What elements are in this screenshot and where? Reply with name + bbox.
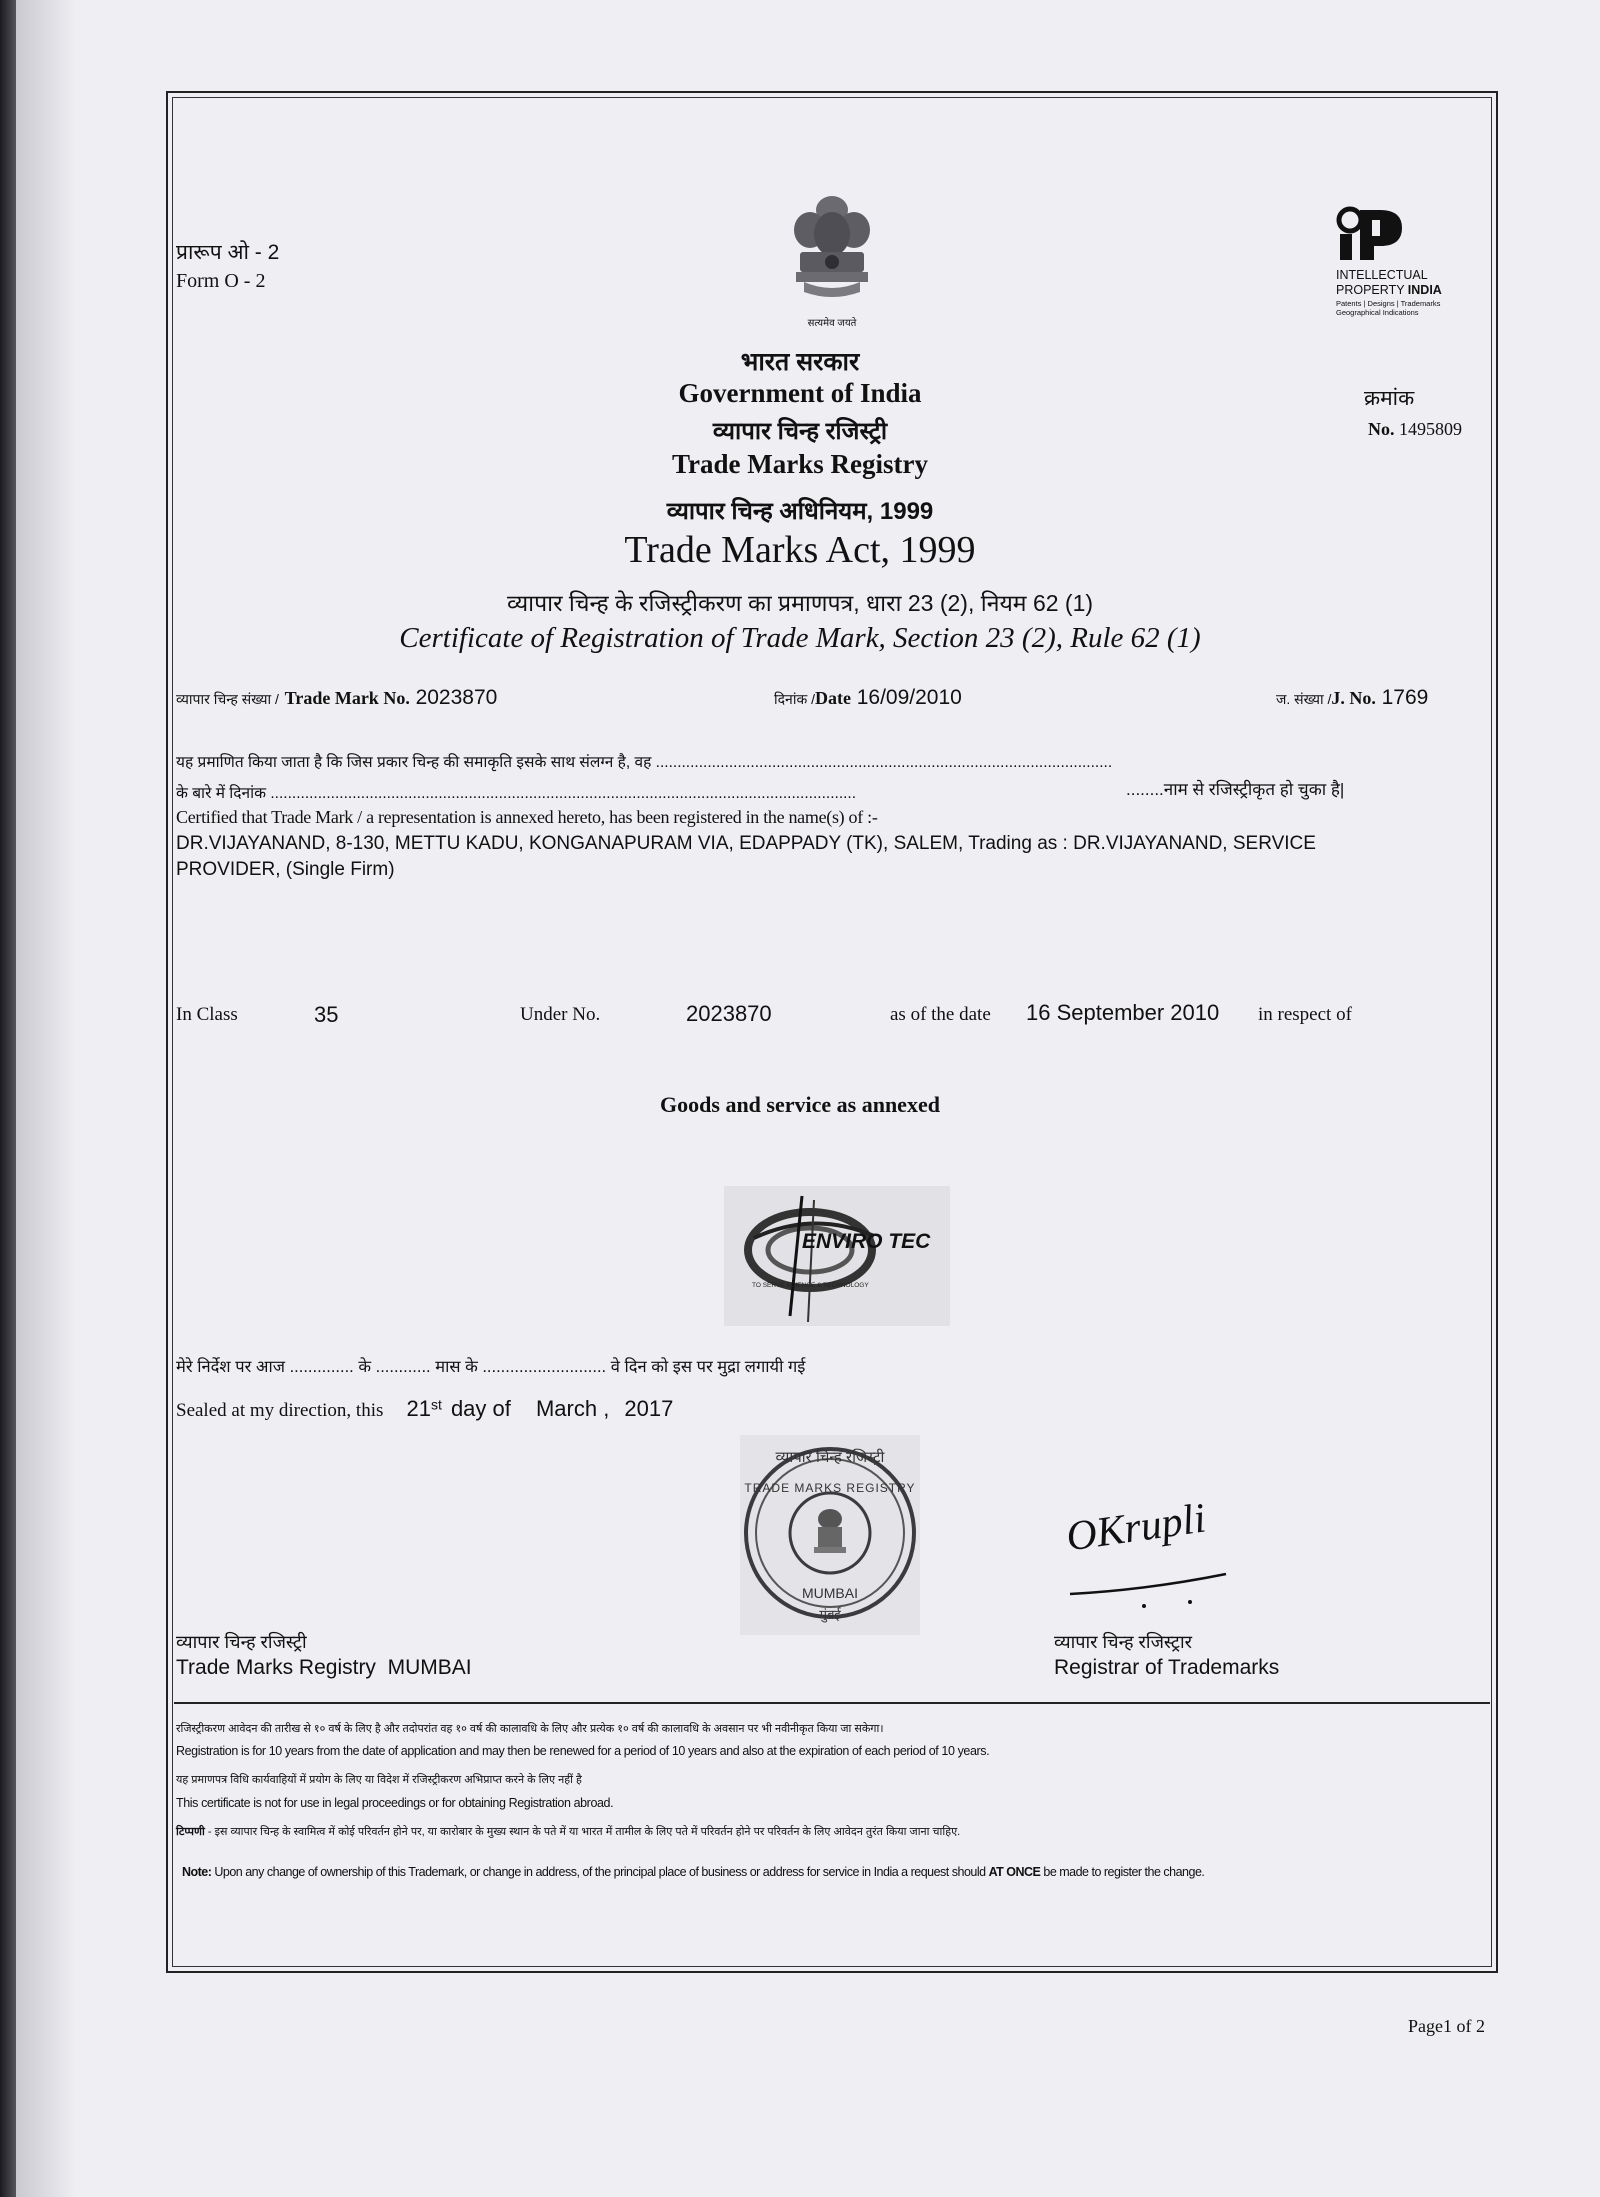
owner-line2: PROVIDER, (Single Firm): [176, 859, 395, 880]
footer-left-hindi: व्यापार चिन्ह रजिस्ट्री: [176, 1632, 307, 1652]
sealed-hindi: मेरे निर्देश पर आज .............. के ............ मास के ........................... वे दिन को इस पर मुद्रा लगायी गई: [176, 1358, 806, 1376]
certified-statement: Certified that Trade Mark / a representation is annexed hereto, has been registered in the name(s) of :-: [176, 807, 878, 827]
seal-ring-text: TRADE MARKS REGISTRY: [744, 1481, 916, 1495]
j-no-hindi: ज. संख्या /: [1276, 691, 1332, 707]
trademark-name: ENVIRO TEC: [802, 1230, 931, 1253]
sealed-label: Sealed at my direction, this: [176, 1400, 384, 1421]
cert-hindi-line1: यह प्रमाणित किया जाता है कि जिस प्रकार चिन्ह की समाकृति इसके साथ संलग्न है, वह ..........................................................................................................: [176, 754, 1113, 771]
notice-hindi-1: रजिस्ट्रीकरण आवेदन की तारीख से १० वर्ष के लिए है और तदोपरांत वह १० वर्ष की कालावधि के लिए और प्रत्येक १० वर्ष की कालावधि के अवसान पर भी नवीनीकृत किया जा सकेगा।: [176, 1723, 884, 1735]
footer-left-english: Trade Marks Registry MUMBAI: [176, 1656, 472, 1679]
registry-seal: [740, 1435, 920, 1635]
form-number-hindi: प्रारूप ओ - 2: [176, 241, 280, 264]
notice-english-3-emphasis: AT ONCE: [988, 1865, 1041, 1879]
ip-logo-line1: INTELLECTUAL: [1336, 268, 1428, 282]
sealed-day-suffix: st: [430, 1396, 442, 1413]
date-label: Date: [815, 688, 851, 708]
j-no-label: J. No.: [1331, 688, 1376, 708]
notice-hindi-3-label: टिप्पणी: [176, 1826, 205, 1838]
ip-logo-line2a: PROPERTY: [1336, 283, 1405, 297]
national-emblem: [786, 190, 878, 326]
tm-no-value: 2023870: [415, 686, 498, 709]
ip-india-logo: [1336, 206, 1486, 326]
act-title-english: Trade Marks Act, 1999: [624, 529, 976, 571]
as-of-date-value: 16 September 2010: [1026, 1000, 1220, 1025]
seal-hindi-top: व्यापार चिन्ह रजिस्ट्री: [775, 1449, 885, 1466]
serial-number: 1495809: [1399, 419, 1462, 439]
ip-logo-line3: Patents | Designs | Trademarks: [1336, 299, 1441, 308]
cert-hindi-line2a: के बारे में दिनांक ........................................................................................................................................: [176, 785, 857, 802]
ip-logo-line4: Geographical Indications: [1336, 308, 1419, 317]
gov-title-english: Government of India: [678, 378, 922, 408]
notice-english-1: Registration is for 10 years from the date of application and may then be renewed for a period of 10 years and also at the expiration of each period of 10 years.: [176, 1744, 990, 1758]
notice-english-2: This certificate is not for use in legal proceedings or for obtaining Registration abroad.: [176, 1796, 614, 1810]
footer-right-hindi: व्यापार चिन्ह रजिस्ट्रार: [1054, 1632, 1193, 1652]
date-hindi: दिनांक /: [774, 691, 815, 707]
emblem-motto: सत्यमेव जयते: [807, 318, 857, 329]
lion-capital-icon: [786, 190, 878, 326]
notice-hindi-2: यह प्रमाणपत्र विधि कार्यवाहियों में प्रयोग के लिए या विदेश में रजिस्ट्रीकरण अभिप्राप्त करने के लिए नहीं है: [176, 1774, 582, 1786]
notice-english-3-label: Note:: [181, 1865, 212, 1879]
sealed-month: March ,: [535, 1396, 610, 1421]
serial-label: No.: [1368, 419, 1395, 439]
tm-no-hindi: व्यापार चिन्ह संख्या /: [176, 691, 279, 707]
notice-hindi-3: - इस व्यापार चिन्ह के स्वामित्व में कोई परिवर्तन होने पर, या कारोबार के मुख्य स्थान के पते में या भारत में तामील के लिए पते में परिवर्तन होने पर परिवर्तन के लिए आवेदन तुरंत किया जाना चाहिए.: [204, 1826, 961, 1838]
certificate-title-english: Certificate of Registration of Trade Mark, Section 23 (2), Rule 62 (1): [399, 622, 1201, 654]
class-value: 35: [314, 1002, 339, 1027]
j-no-value: 1769: [1381, 686, 1429, 709]
in-respect-of: in respect of: [1258, 1004, 1352, 1025]
goods-services-note: Goods and service as annexed: [660, 1092, 940, 1117]
serial-hindi: क्रमांक: [1364, 387, 1415, 410]
owner-line1: DR.VIJAYANAND, 8-130, METTU KADU, KONGANAPURAM VIA, EDAPPADY (TK), SALEM, Trading as : DR.VIJAYANAND, SERVICE: [176, 833, 1316, 854]
sealed-year: 2017: [624, 1396, 674, 1421]
ip-logo-line2b: INDIA: [1407, 283, 1442, 297]
notice-english-3b: be made to register the change.: [1040, 1865, 1205, 1879]
form-number-english: Form O - 2: [176, 270, 266, 292]
act-title-hindi: व्यापार चिन्ह अधिनियम, 1999: [666, 498, 934, 525]
notice-english-3a: Upon any change of ownership of this Trademark, or change in address, of the principal place of business or address for service in India a request should: [211, 1865, 989, 1879]
cert-hindi-line2b: ........नाम से रजिस्ट्रीकृत हो चुका है|: [1126, 780, 1345, 799]
class-label: In Class: [176, 1004, 238, 1025]
sealed-day: 21: [406, 1396, 431, 1421]
under-no-label: Under No.: [520, 1004, 601, 1025]
seal-city-hindi: मुंबई: [819, 1607, 841, 1622]
signature-underline-icon: [1066, 1560, 1246, 1620]
registry-title-english: Trade Marks Registry: [672, 449, 928, 479]
seal-city: MUMBAI: [802, 1585, 858, 1601]
gov-title-hindi: भारत सरकार: [740, 348, 860, 376]
trademark-tagline: TO SERVE SCIENCE & TECHNOLOGY: [752, 1282, 869, 1289]
registry-title-hindi: व्यापार चिन्ह रजिस्ट्री: [712, 418, 888, 445]
trademark-representation: [724, 1186, 950, 1326]
under-no-value: 2023870: [686, 1001, 772, 1026]
notice-divider: [174, 1702, 1490, 1704]
registrar-signature: OKrupli: [1063, 1495, 1209, 1561]
date-value: 16/09/2010: [856, 686, 962, 709]
certificate-title-hindi: व्यापार चिन्ह के रजिस्ट्रीकरण का प्रमाणपत्र, धारा 23 (2), नियम 62 (1): [506, 590, 1094, 616]
enviro-tec-logo-icon: [724, 1186, 950, 1326]
tm-no-label: Trade Mark No.: [284, 688, 410, 708]
ip-logo-icon: [1336, 206, 1406, 264]
sealed-day-of: day of: [450, 1396, 511, 1421]
footer-right-english: Registrar of Trademarks: [1054, 1656, 1280, 1679]
as-of-date-label: as of the date: [890, 1004, 991, 1025]
page-number: Page1 of 2: [1408, 2016, 1485, 2036]
